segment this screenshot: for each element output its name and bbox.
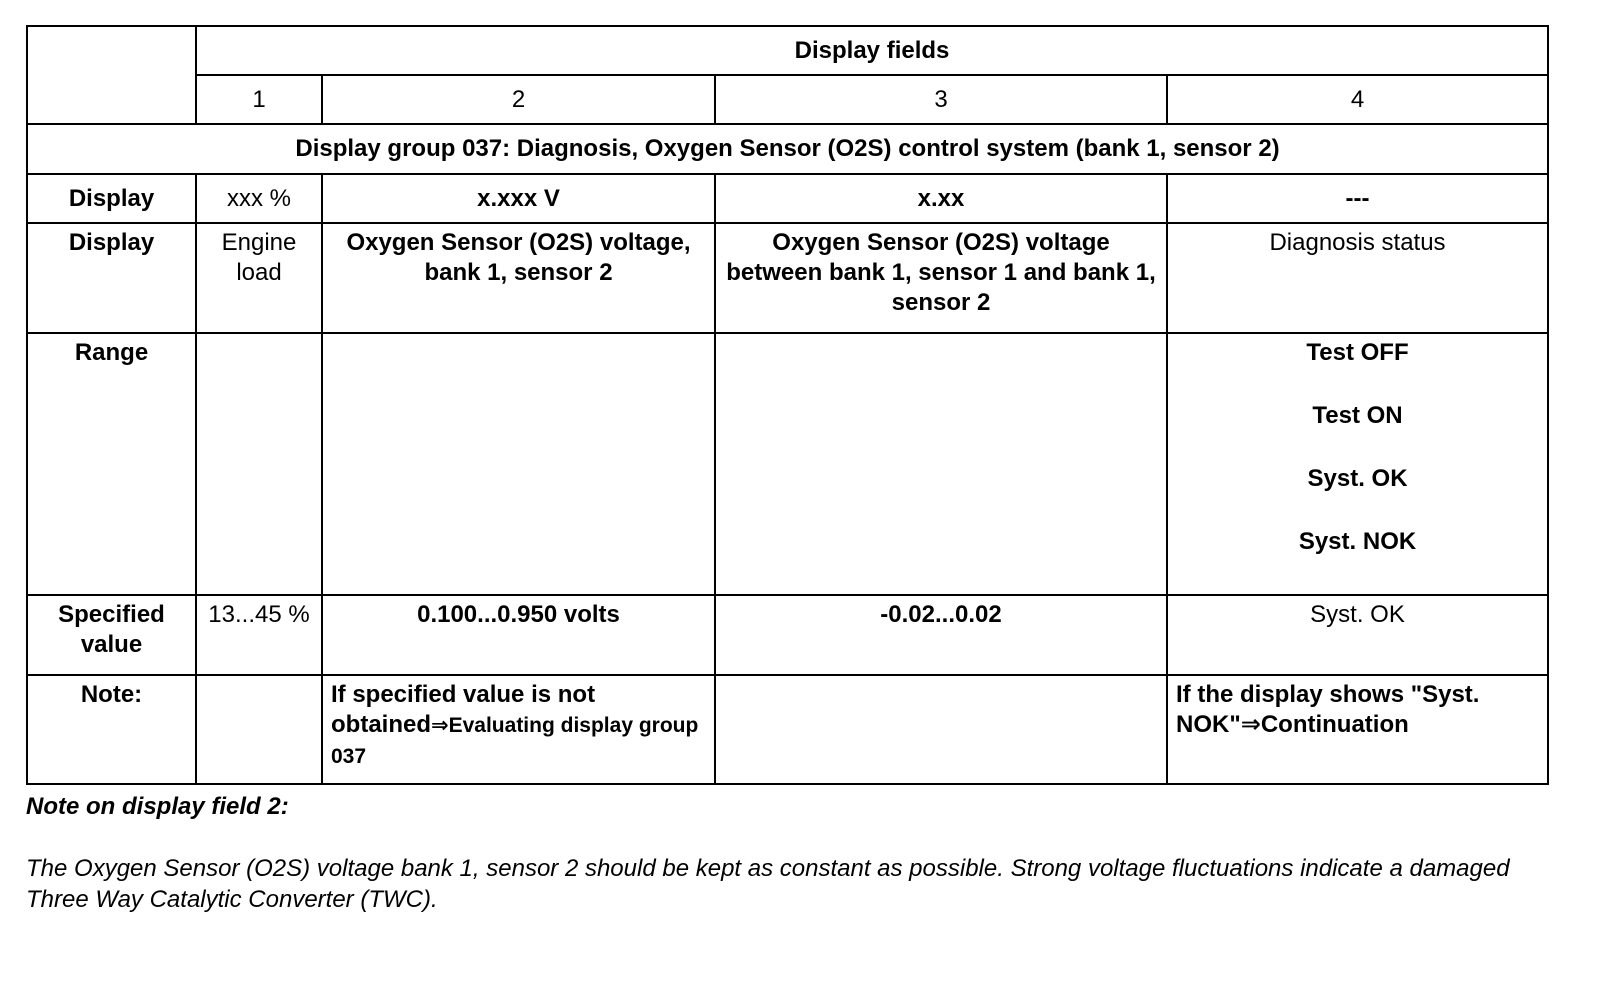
range-value-test-on: Test ON [1312, 402, 1403, 429]
specified-field-2: 0.100...0.950 volts [322, 595, 715, 675]
right-arrow-icon: ⇒ [1240, 711, 1261, 738]
range-value-syst-ok: Syst. OK [1307, 465, 1408, 492]
row-label-note: Note: [27, 675, 196, 784]
display-unit-field-1: xxx % [196, 174, 322, 223]
display-unit-field-3: x.xx [715, 174, 1167, 223]
note-field-2 [322, 675, 715, 784]
display-desc-field-4: Diagnosis status [1167, 223, 1548, 333]
table-row-specified [27, 595, 1548, 675]
display-unit-field-4: --- [1167, 174, 1548, 223]
note-heading: Note on display field 2: [26, 793, 289, 820]
note-body: The Oxygen Sensor (O2S) voltage bank 1, sensor 2 should be kept as constant as possible. Strong voltage fluctuations indicate a damaged Three Way Catalytic Converter (TWC). [26, 855, 1510, 913]
specified-field-1: 13...45 % [196, 595, 322, 675]
display-desc-field-3: Oxygen Sensor (O2S) voltage between bank 1, sensor 1 and bank 1, sensor 2 [715, 223, 1167, 333]
range-field-1 [196, 333, 322, 595]
row-label-display: Display [27, 174, 196, 223]
note-field-3 [715, 675, 1167, 784]
note-field-4 [1167, 675, 1548, 784]
display-group-title: Display group 037: Diagnosis, Oxygen Sensor (O2S) control system (bank 1, sensor 2) [27, 124, 1548, 174]
evaluating-display-group-link[interactable]: Evaluating display group 037 [331, 714, 699, 768]
table-row-note [27, 675, 1548, 784]
display-unit-field-2: x.xxx V [322, 174, 715, 223]
display-desc-field-1: Engine load [196, 223, 322, 333]
range-field-2 [322, 333, 715, 595]
range-value-test-off: Test OFF [1306, 339, 1409, 366]
display-group-table [26, 25, 1549, 785]
row-label-range: Range [27, 333, 196, 595]
range-value-syst-nok: Syst. NOK [1298, 528, 1417, 555]
field-number-4: 4 [1167, 75, 1548, 124]
display-fields-header: Display fields [196, 26, 1548, 75]
row-label-display-desc: Display [27, 223, 196, 333]
range-field-4 [1167, 333, 1548, 595]
specified-field-4: Syst. OK [1167, 595, 1548, 675]
field-number-3: 3 [715, 75, 1167, 124]
row-label-specified-value: Specified value [27, 595, 196, 675]
specified-field-3: -0.02...0.02 [715, 595, 1167, 675]
field-number-1: 1 [196, 75, 322, 124]
note-field-1 [196, 675, 322, 784]
right-arrow-icon: ⇒ [431, 714, 449, 737]
header-corner-cell [27, 26, 196, 124]
table-row-display-units [27, 174, 1548, 223]
display-desc-field-2: Oxygen Sensor (O2S) voltage, bank 1, sensor 2 [322, 223, 715, 333]
field-number-2: 2 [322, 75, 715, 124]
note-field-2-text: If specified value is not obtained [331, 681, 596, 738]
continuation-link[interactable]: Continuation [1260, 711, 1409, 738]
range-field-3 [715, 333, 1167, 595]
table-row-range [27, 333, 1548, 595]
note-field-4-text: If the display shows "Syst. NOK" [1176, 681, 1480, 738]
table-row-display-desc [27, 223, 1548, 333]
